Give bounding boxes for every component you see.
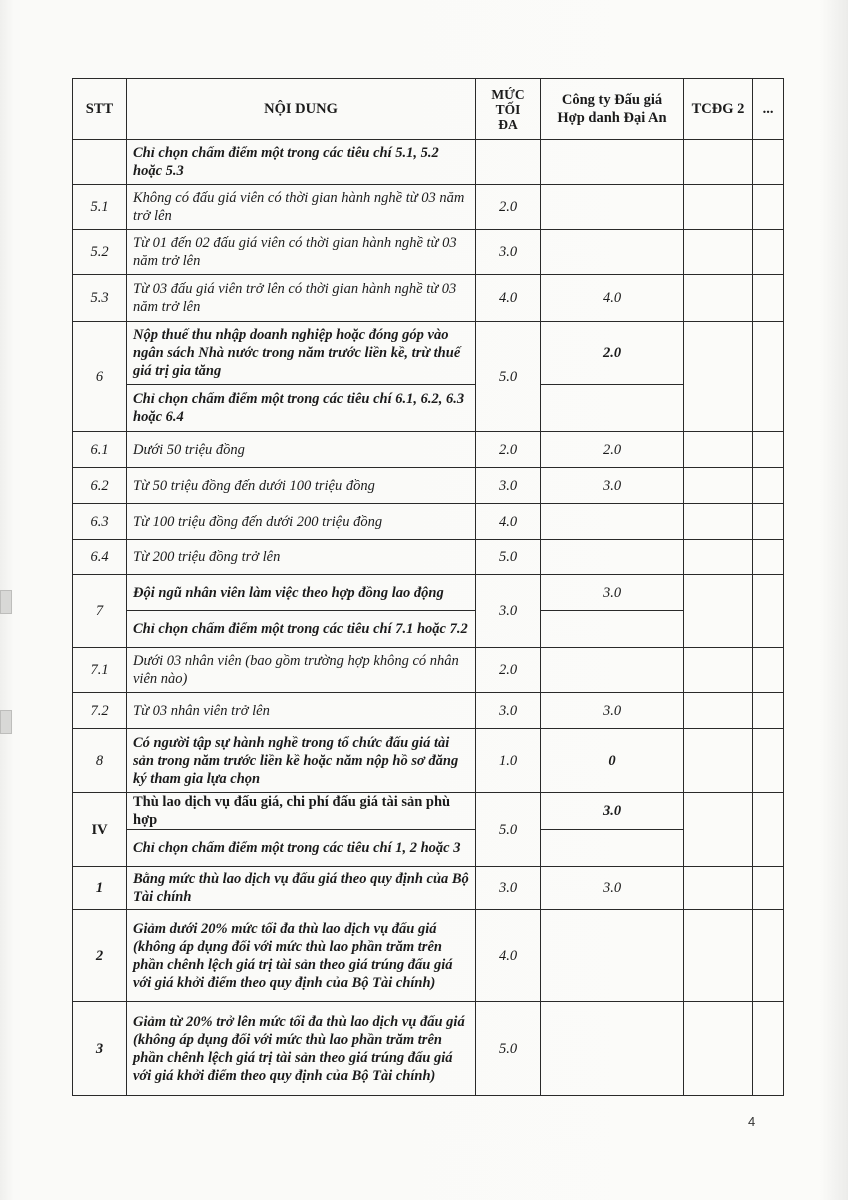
cell-max: 3.0 (476, 468, 541, 504)
cell-max: 3.0 (476, 867, 541, 910)
cell-content: Từ 100 triệu đồng đến dưới 200 triệu đồng (127, 504, 476, 540)
cell-more (753, 468, 784, 504)
cell-content: Chỉ chọn chấm điểm một trong các tiêu chí 5.1, 5.2 hoặc 5.3 (127, 140, 476, 185)
cell-tcdg2 (684, 793, 753, 867)
table-row (73, 611, 784, 648)
cell-content: Từ 03 nhân viên trở lên (127, 693, 476, 729)
cell-company (541, 504, 684, 540)
cell-more (753, 275, 784, 322)
header-company (541, 79, 684, 140)
cell-max (476, 140, 541, 185)
cell-max: 2.0 (476, 432, 541, 468)
cell-company (541, 540, 684, 575)
cell-content: Từ 200 triệu đồng trở lên (127, 540, 476, 575)
header-max-score (476, 79, 541, 140)
scoring-table (72, 78, 784, 1096)
cell-company (541, 648, 684, 693)
cell-more (753, 540, 784, 575)
cell-max: 2.0 (476, 185, 541, 230)
cell-tcdg2 (684, 432, 753, 468)
table-row (73, 185, 784, 230)
cell-stt: 6.3 (73, 504, 127, 540)
cell-content: Giảm dưới 20% mức tối đa thù lao dịch vụ đấu giá (không áp dụng đối với mức thù lao phần trăm trên phần chênh lệch giá trị tài sản theo giá trúng đấu giá với giá khởi điểm theo quy định của Bộ Tài chính) (127, 910, 476, 1002)
cell-more (753, 432, 784, 468)
cell-content: Bằng mức thù lao dịch vụ đấu giá theo quy định của Bộ Tài chính (127, 867, 476, 910)
cell-stt: 7.1 (73, 648, 127, 693)
cell-tcdg2 (684, 504, 753, 540)
table-row (73, 910, 784, 1002)
binding-mark (0, 710, 12, 734)
cell-tcdg2 (684, 275, 753, 322)
cell-company: 3.0 (541, 793, 684, 830)
cell-more (753, 1002, 784, 1096)
table-row (73, 729, 784, 793)
table-row (73, 1002, 784, 1096)
cell-content: Chỉ chọn chấm điểm một trong các tiêu chí 7.1 hoặc 7.2 (127, 611, 476, 648)
cell-content: Thù lao dịch vụ đấu giá, chi phí đấu giá tài sản phù hợp (127, 793, 476, 830)
header-tcdg2: TCĐG 2 (684, 79, 753, 140)
table-row (73, 140, 784, 185)
cell-stt (73, 140, 127, 185)
cell-tcdg2 (684, 140, 753, 185)
cell-company: 3.0 (541, 575, 684, 611)
cell-content: Dưới 50 triệu đồng (127, 432, 476, 468)
cell-company: 2.0 (541, 322, 684, 385)
cell-content: Có người tập sự hành nghề trong tổ chức đấu giá tài sản trong năm trước liền kề hoặc năm nộp hồ sơ đăng ký tham gia lựa chọn (127, 729, 476, 793)
cell-company (541, 910, 684, 1002)
cell-company (541, 230, 684, 275)
cell-stt: 6.1 (73, 432, 127, 468)
cell-company (541, 385, 684, 432)
table-row (73, 693, 784, 729)
cell-tcdg2 (684, 468, 753, 504)
cell-tcdg2 (684, 910, 753, 1002)
cell-more (753, 729, 784, 793)
binding-mark (0, 590, 12, 614)
cell-stt: 7.2 (73, 693, 127, 729)
table-row (73, 575, 784, 611)
cell-company: 0 (541, 729, 684, 793)
cell-max: 5.0 (476, 322, 541, 432)
cell-content: Dưới 03 nhân viên (bao gồm trường hợp không có nhân viên nào) (127, 648, 476, 693)
cell-stt: 6.2 (73, 468, 127, 504)
cell-content: Giảm từ 20% trở lên mức tối đa thù lao dịch vụ đấu giá (không áp dụng đối với mức thù lao phần trăm trên phần chênh lệch giá trị tài sản theo giá trúng đấu giá với giá khởi điểm theo quy định của Bộ Tài chính) (127, 1002, 476, 1096)
cell-more (753, 140, 784, 185)
cell-content: Từ 03 đấu giá viên trở lên có thời gian hành nghề từ 03 năm trở lên (127, 275, 476, 322)
cell-stt: 5.2 (73, 230, 127, 275)
cell-max: 4.0 (476, 910, 541, 1002)
header-content: NỘI DUNG (127, 79, 476, 140)
table-row (73, 322, 784, 385)
table-row (73, 275, 784, 322)
cell-stt: 1 (73, 867, 127, 910)
cell-stt: 3 (73, 1002, 127, 1096)
cell-tcdg2 (684, 648, 753, 693)
cell-content: Từ 01 đến 02 đấu giá viên có thời gian hành nghề từ 03 năm trở lên (127, 230, 476, 275)
page-number: 4 (748, 1114, 756, 1129)
cell-company (541, 611, 684, 648)
cell-stt: 5.3 (73, 275, 127, 322)
cell-more (753, 693, 784, 729)
cell-more (753, 648, 784, 693)
table-header-row (73, 79, 784, 140)
cell-max: 3.0 (476, 230, 541, 275)
cell-max: 4.0 (476, 504, 541, 540)
cell-more (753, 185, 784, 230)
table-row (73, 385, 784, 432)
cell-more (753, 793, 784, 867)
cell-more (753, 230, 784, 275)
cell-tcdg2 (684, 1002, 753, 1096)
table-row (73, 230, 784, 275)
cell-tcdg2 (684, 729, 753, 793)
cell-max: 3.0 (476, 693, 541, 729)
cell-tcdg2 (684, 693, 753, 729)
cell-company: 4.0 (541, 275, 684, 322)
cell-content: Chỉ chọn chấm điểm một trong các tiêu chí 1, 2 hoặc 3 (127, 830, 476, 867)
cell-stt: 7 (73, 575, 127, 648)
cell-tcdg2 (684, 230, 753, 275)
table-row (73, 540, 784, 575)
cell-max: 4.0 (476, 275, 541, 322)
table-row (73, 648, 784, 693)
cell-max: 1.0 (476, 729, 541, 793)
header-stt: STT (73, 79, 127, 140)
table-row (73, 793, 784, 830)
cell-max: 5.0 (476, 540, 541, 575)
cell-company: 3.0 (541, 468, 684, 504)
cell-company: 3.0 (541, 693, 684, 729)
cell-company (541, 1002, 684, 1096)
table-row (73, 504, 784, 540)
cell-company: 2.0 (541, 432, 684, 468)
cell-stt: 2 (73, 910, 127, 1002)
header-max-line: TỐI (495, 101, 521, 117)
cell-tcdg2 (684, 185, 753, 230)
table-row (73, 432, 784, 468)
cell-stt: IV (73, 793, 127, 867)
cell-more (753, 910, 784, 1002)
cell-stt: 6.4 (73, 540, 127, 575)
cell-tcdg2 (684, 540, 753, 575)
cell-stt: 5.1 (73, 185, 127, 230)
cell-company (541, 830, 684, 867)
cell-company (541, 185, 684, 230)
cell-more (753, 867, 784, 910)
table-row (73, 867, 784, 910)
cell-company: 3.0 (541, 867, 684, 910)
header-more: ... (753, 79, 784, 140)
header-company-line: Công ty Đấu giá (561, 92, 663, 108)
cell-more (753, 504, 784, 540)
table-row (73, 830, 784, 867)
header-max-line: MỨC (491, 86, 525, 102)
cell-max: 2.0 (476, 648, 541, 693)
cell-stt: 6 (73, 322, 127, 432)
table-row (73, 468, 784, 504)
cell-max: 5.0 (476, 793, 541, 867)
cell-more (753, 322, 784, 432)
cell-tcdg2 (684, 867, 753, 910)
header-company-line: Hợp danh Đại An (557, 110, 667, 126)
header-max-line: ĐA (498, 116, 518, 132)
cell-max: 5.0 (476, 1002, 541, 1096)
cell-max: 3.0 (476, 575, 541, 648)
cell-content: Không có đấu giá viên có thời gian hành nghề từ 03 năm trở lên (127, 185, 476, 230)
cell-more (753, 575, 784, 648)
cell-tcdg2 (684, 322, 753, 432)
cell-content: Đội ngũ nhân viên làm việc theo hợp đồng lao động (127, 575, 476, 611)
cell-company (541, 140, 684, 185)
cell-stt: 8 (73, 729, 127, 793)
cell-content: Từ 50 triệu đồng đến dưới 100 triệu đồng (127, 468, 476, 504)
cell-tcdg2 (684, 575, 753, 648)
cell-content: Nộp thuế thu nhập doanh nghiệp hoặc đóng góp vào ngân sách Nhà nước trong năm trước liền kề, trừ thuế giá trị gia tăng (127, 322, 476, 385)
cell-content: Chỉ chọn chấm điểm một trong các tiêu chí 6.1, 6.2, 6.3 hoặc 6.4 (127, 385, 476, 432)
